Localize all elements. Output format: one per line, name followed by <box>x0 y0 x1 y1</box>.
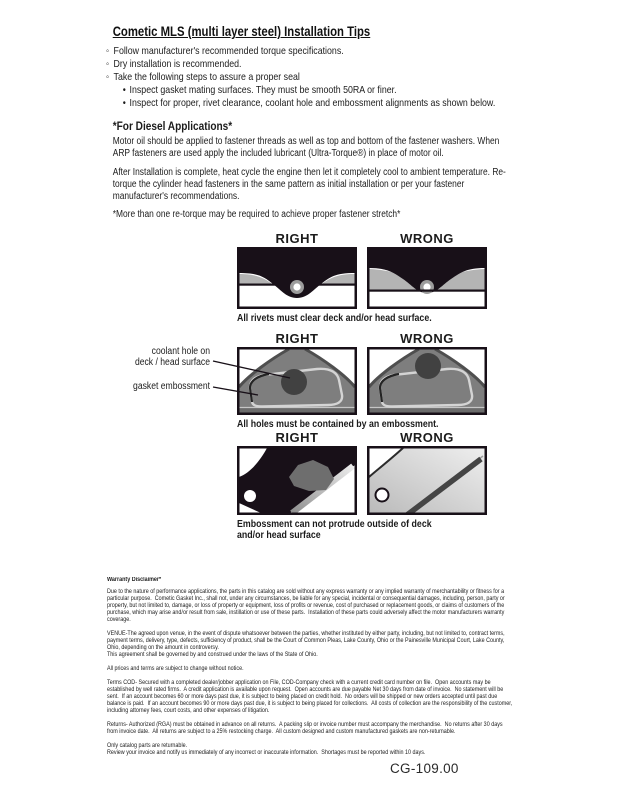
page-code: CG-109.00 <box>390 761 459 776</box>
agreement-line: This agreement shall be governed by and construed under the laws of the State of Ohio. <box>107 652 318 658</box>
diesel-paragraph-2: After Installation is complete, heat cycle the engine then let it completely cool to ambient temperature. Re-torque the cylinder head fasteners in the same pattern as initial installation or per your fastener manufacturer's recommendations. <box>112 166 506 203</box>
diagram1-right-label: RIGHT <box>275 231 319 246</box>
rivet-right-diagram <box>237 247 357 309</box>
diagram3-panels <box>237 446 507 515</box>
review-line: Review your invoice and notify us immediately of any incorrect or inaccurate information. Shortages must be reported within 10 days. <box>107 750 426 756</box>
diagram1-panels <box>237 247 507 309</box>
diagram3-wrong-label: WRONG <box>400 430 454 445</box>
diagram3-caption: Embossment can not protrude outside of deck and/or head surface <box>237 519 432 541</box>
tip-bullet-text: Take the following steps to assure a proper seal <box>113 71 300 83</box>
gasket-embossment-label: gasket embossment <box>133 381 210 392</box>
coolant-hole-label-line1: coolant hole on <box>151 346 210 357</box>
tip-bullet-row <box>106 58 519 71</box>
protrusion-right-diagram <box>237 446 357 515</box>
diagram1-caption: All rivets must clear deck and/or head surface. <box>237 313 432 324</box>
tip-bullet-row <box>106 45 519 58</box>
catalog-line: Only catalog parts are returnable. <box>107 743 188 749</box>
diagram1-wrong-label: WRONG <box>400 231 454 246</box>
dot-bullet-icon: • <box>122 97 126 109</box>
warranty-paragraph: Due to the nature of performance applications, the parts in this catalog are sold without any express warranty or any implied warranty of merchantability or fitness for a particular purpose. Cometic Gasket Inc., shall not, under any circumstances, be liable for any special, incidental or consequential damages, including, person, party or property, but not limited to, damage, or loss of property or equipment, loss of profits or revenue, cost of purchased or replacement goods, or claims of customers of the purchase, which may arise and/or result from sale, instillation or use of these parts. Installation of these parts could adversely affect the motor manufacturers warranty coverage. <box>107 589 507 623</box>
diagram2-caption: All holes must be contained by an embossment. <box>237 419 439 430</box>
circle-bullet-icon: ◦ <box>106 71 110 83</box>
diagram2-wrong-label: WRONG <box>400 331 454 346</box>
diesel-applications-heading: *For Diesel Applications* <box>112 119 233 133</box>
diagram3-headers <box>237 431 507 444</box>
rivet-wrong-diagram <box>367 247 487 309</box>
diesel-paragraph-1: Motor oil should be applied to fastener threads as well as top and bottom of the fastener washers. When ARP fasteners are used apply the included lubricant (Ultra-Torque®) in place of motor oil. <box>112 136 502 160</box>
diagram2-right-label: RIGHT <box>275 331 319 346</box>
tip-bullet-row <box>106 71 519 84</box>
retorque-note: *More than one re-torque may be required to achieve proper fastener stretch* <box>112 209 401 221</box>
diagram2-side-labels <box>111 346 210 392</box>
tip-sub-bullet-row <box>106 97 519 110</box>
diagram3-right-label: RIGHT <box>275 430 319 445</box>
tip-bullet-text: Dry installation is recommended. <box>113 58 242 70</box>
warranty-heading: Warranty Disclaimer* <box>107 577 162 583</box>
circle-bullet-icon: ◦ <box>106 58 110 70</box>
diagram1-headers <box>237 232 507 245</box>
venue-paragraph: VENUE-The agreed upon venue, in the event of dispute whatsoever between the parties, whether instituted by either party, including, but not limited to, contract terms, payment terms, delivery, type, defects, sufficiency of product, shall be the Court of Common Pleas, Lake County, Ohio or the Painesville Municipal Court, Lake County, Ohio, depending on the amount in controversy. <box>107 631 507 651</box>
diagram2-headers <box>237 332 507 345</box>
installation-tips-section <box>106 19 519 222</box>
embossment-protrusion-diagram <box>237 431 507 541</box>
circle-bullet-icon: ◦ <box>106 45 110 57</box>
tip-sub-bullet-text: Inspect for proper, rivet clearance, coolant hole and embossment alignments as shown below. <box>129 97 496 109</box>
coolant-hole-label-line2: deck / head surface <box>134 357 210 368</box>
warranty-disclaimer-section <box>107 577 514 764</box>
rivet-clearance-diagram <box>237 232 507 324</box>
returns-paragraph: Returns- Authorized (RGA) must be obtained in advance on all returns. A packing slip or invoice number must accompany the merchandise. No returns after 30 days from invoice date. All returns are subject to a 25% restocking charge. All custom designed and custom manufactured gaskets are non-returnable. <box>107 722 505 735</box>
tip-bullet-text: Follow manufacturer's recommended torque specifications. <box>113 45 344 57</box>
label-pointer-lines <box>210 350 300 400</box>
coolant-hole-wrong-diagram <box>367 347 487 415</box>
tip-sub-bullet-row <box>106 84 519 97</box>
protrusion-wrong-diagram <box>367 446 487 515</box>
tip-sub-bullet-text: Inspect gasket mating surfaces. They must be smooth 50RA or finer. <box>129 84 397 96</box>
dot-bullet-icon: • <box>122 84 126 96</box>
page-title: Cometic MLS (multi layer steel) Installation Tips <box>112 24 371 39</box>
prices-line: All prices and terms are subject to change without notice. <box>107 666 244 672</box>
terms-paragraph: Terms COD- Secured with a completed dealer/jobber application on File, COD-Company check with a current credit card number on file. Open accounts may be established by well rated firms. A credit application is available upon request. Open accounts are due payable Net 30 days from date of invoice. No statement will be sent. If an account becomes 60 or more days past due, it is subject to being placed on credit hold. No orders will be shipped or new orders accepted until past due balance is paid. If an account becomes 90 or more days past due, it is subject to being placed for collections. All costs of collection are the responsibility of the customer, including attorney fees, court costs, and other expenses of litigation. <box>107 680 514 714</box>
